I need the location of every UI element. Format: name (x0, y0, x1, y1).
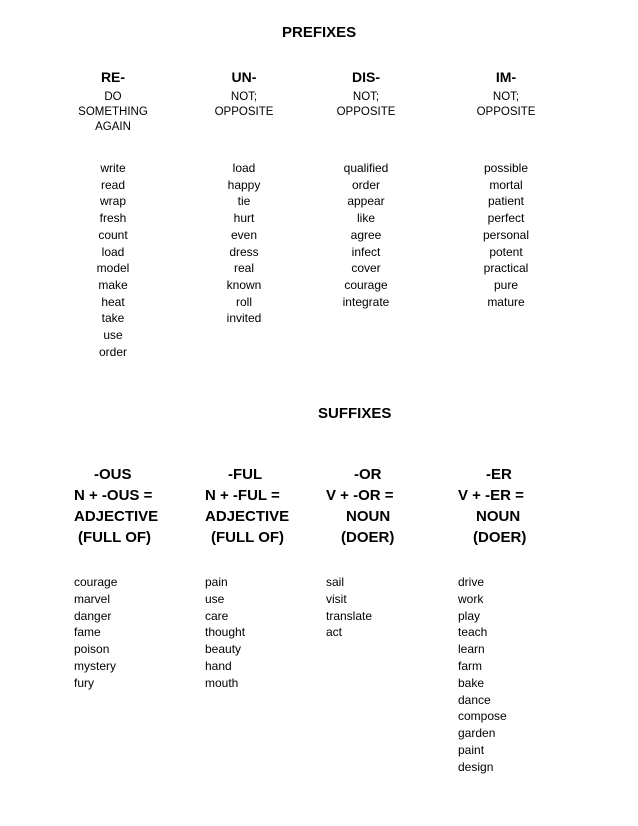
word: load (232, 161, 256, 175)
word: roll (235, 294, 252, 309)
prefix-label: DIS- (352, 69, 380, 85)
suffix-label: -ER (486, 466, 512, 483)
word: appear (347, 194, 385, 209)
word: make (98, 277, 128, 292)
meaning-line: DO (104, 91, 122, 103)
suffix-formula: V + -OR = (326, 487, 394, 504)
word: bake (458, 675, 485, 690)
suffix-result: NOUN (476, 508, 521, 525)
word: patient (487, 194, 525, 209)
prefix-word-list (451, 160, 561, 310)
word: potent (489, 244, 523, 259)
prefix-column-dis (311, 68, 421, 310)
word: design (458, 759, 494, 774)
meaning-line: NOT; (492, 91, 520, 103)
word: perfect (487, 211, 525, 226)
suffix-column-ous (74, 464, 214, 692)
word: compose (458, 709, 507, 724)
word: infect (351, 244, 381, 259)
suffix-meaning: (FULL OF) (211, 529, 285, 546)
word: qualified (343, 161, 389, 175)
word: like (356, 211, 375, 226)
suffix-column-or (326, 464, 466, 641)
word: mortal (489, 177, 523, 192)
word: model (96, 261, 130, 276)
suffix-label: -OUS (94, 466, 132, 483)
word: drive (458, 575, 485, 589)
word: care (205, 608, 229, 623)
suffix-result: NOUN (346, 508, 391, 525)
word: agree (350, 227, 382, 242)
prefix-meaning (311, 90, 421, 160)
word: dance (458, 692, 491, 707)
meaning-line: NOT; (230, 91, 258, 103)
word: read (100, 177, 126, 192)
word: happy (227, 177, 261, 192)
word: paint (458, 742, 485, 757)
prefix-label: RE- (100, 69, 126, 85)
word: take (101, 311, 125, 326)
word: fresh (99, 211, 127, 226)
word: courage (344, 277, 388, 292)
suffix-header (326, 464, 466, 574)
word: mature (487, 294, 525, 309)
word: hand (205, 658, 232, 673)
word: load (101, 244, 125, 259)
word: use (103, 328, 123, 343)
word: visit (326, 591, 347, 606)
word: tie (237, 194, 251, 209)
prefix-word-list (58, 160, 168, 360)
prefix-meaning (451, 90, 561, 160)
word: courage (74, 575, 118, 589)
suffix-formula: N + -OUS = (74, 487, 153, 504)
prefix-column-un (189, 68, 299, 327)
prefixes-heading: PREFIXES (282, 24, 357, 41)
prefix-column-im (451, 68, 561, 310)
meaning-line: OPPOSITE (476, 106, 536, 118)
word: farm (458, 658, 482, 673)
suffix-meaning: (DOER) (341, 529, 395, 546)
meaning-line: AGAIN (95, 121, 131, 133)
word: mystery (74, 658, 116, 673)
meaning-line: OPPOSITE (214, 106, 274, 118)
word: real (233, 261, 254, 276)
suffix-meaning: (FULL OF) (78, 529, 152, 546)
word: marvel (74, 591, 111, 606)
word: danger (74, 608, 112, 623)
word: practical (483, 261, 529, 276)
word: dress (229, 244, 259, 259)
suffix-header (74, 464, 214, 574)
suffix-result: ADJECTIVE (205, 508, 290, 525)
word: wrap (99, 194, 126, 209)
prefix-column-re (58, 68, 168, 360)
word: fury (74, 675, 95, 690)
prefix-word-list (189, 160, 299, 327)
word: known (226, 277, 262, 292)
prefix-meaning (58, 90, 168, 160)
word: work (458, 591, 484, 606)
suffix-result: ADJECTIVE (74, 508, 159, 525)
prefix-label: UN- (231, 69, 257, 85)
prefix-label: IM- (495, 69, 517, 85)
word: mouth (205, 675, 239, 690)
word: write (100, 161, 126, 175)
word: personal (482, 227, 530, 242)
meaning-line: OPPOSITE (336, 106, 396, 118)
suffixes-heading: SUFFIXES (318, 405, 392, 422)
word: hurt (233, 211, 255, 226)
word: fame (74, 625, 101, 640)
word: translate (326, 608, 373, 623)
word: order (351, 177, 380, 192)
word: teach (458, 625, 488, 640)
suffix-word-list (205, 574, 345, 692)
suffix-column-ful (205, 464, 345, 692)
meaning-line: SOMETHING (78, 106, 148, 118)
suffix-label: -FUL (228, 466, 263, 483)
suffix-word-list (74, 574, 214, 692)
word: even (230, 227, 258, 242)
suffix-header (205, 464, 345, 574)
suffix-header (458, 464, 598, 574)
word: thought (205, 625, 246, 640)
suffix-formula: N + -FUL = (205, 487, 280, 504)
meaning-line: NOT; (352, 91, 380, 103)
word: integrate (342, 294, 390, 309)
word: poison (74, 642, 110, 657)
word: invited (226, 311, 262, 326)
word: sail (326, 575, 345, 589)
suffix-formula: V + -ER = (458, 487, 524, 504)
suffix-column-er (458, 464, 598, 776)
suffix-word-list (458, 574, 598, 776)
word: play (458, 608, 481, 623)
suffix-word-list (326, 574, 466, 641)
word: possible (483, 161, 529, 175)
word: pure (493, 277, 519, 292)
suffix-meaning: (DOER) (473, 529, 527, 546)
prefix-word-list (311, 160, 421, 310)
word: order (98, 344, 127, 359)
word: act (326, 625, 343, 640)
word: cover (351, 261, 381, 276)
word: use (205, 591, 225, 606)
word: heat (101, 294, 125, 309)
word: beauty (205, 642, 242, 657)
word: count (98, 227, 128, 242)
word: learn (458, 642, 485, 657)
prefix-meaning (189, 90, 299, 160)
suffix-label: -OR (354, 466, 382, 483)
word: pain (205, 575, 228, 589)
word: garden (458, 726, 496, 741)
